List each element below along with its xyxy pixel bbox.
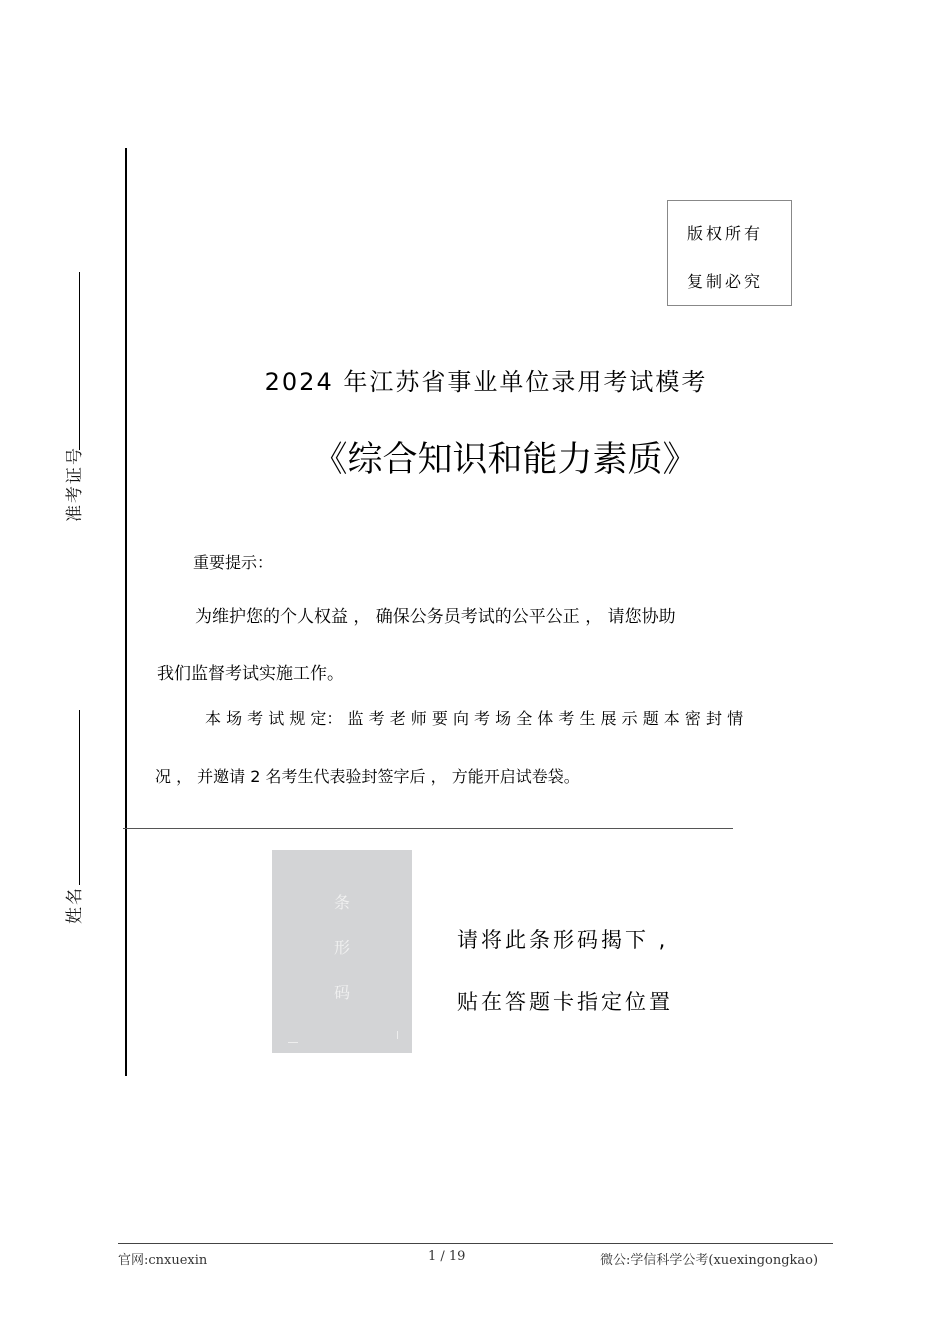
footer-divider [118,1243,833,1244]
exam-id-underline [79,272,80,450]
binding-margin-line [125,148,127,1076]
barcode-note-line1: 请将此条形码揭下 , [457,928,669,952]
footer-wechat: 微公:学信科学公考(xuexingongkao) [600,1253,819,1268]
section-divider [123,828,733,829]
notice-paragraph1-line1: 为维护您的个人权益 ， 确保公务员考试的公平公正 ， 请您协助 [195,607,676,627]
notice-paragraph2-line2: 况 ， 并邀请 2 名考生代表验封签字后 ， 方能开启试卷袋。 [155,767,580,786]
barcode-char2: 形 [333,938,350,957]
barcode-mark [288,1042,298,1043]
subject-title: 《综合知识和能力素质》 [312,440,698,480]
notice-paragraph2-line1: 本 场 考 试 规 定： 监 考 老 师 要 向 考 场 全 体 考 生 展 示 题 本 密 封 情 [205,709,744,728]
barcode-placeholder [272,850,412,1053]
exam-id-label: 准考证号 [65,446,85,522]
exam-title: 2024 年江苏省事业单位录用考试模考 [264,368,708,396]
barcode-char1: 条 [333,893,350,912]
copyright-line2: 复制必究 [687,272,764,291]
page-number: 1 / 19 [428,1249,466,1264]
name-underline [79,710,80,885]
copyright-box [667,200,792,306]
copyright-line1: 版权所有 [687,224,764,243]
notice-heading: 重要提示： [193,553,274,572]
footer-website: 官网:cnxuexin [118,1253,208,1268]
notice-paragraph1-line2: 我们监督考试实施工作。 [157,664,344,684]
barcode-char3: 码 [333,983,350,1002]
barcode-mark [397,1031,398,1039]
name-label: 姓名 [65,886,85,924]
barcode-note-line2: 贴在答题卡指定位置 [457,990,673,1014]
